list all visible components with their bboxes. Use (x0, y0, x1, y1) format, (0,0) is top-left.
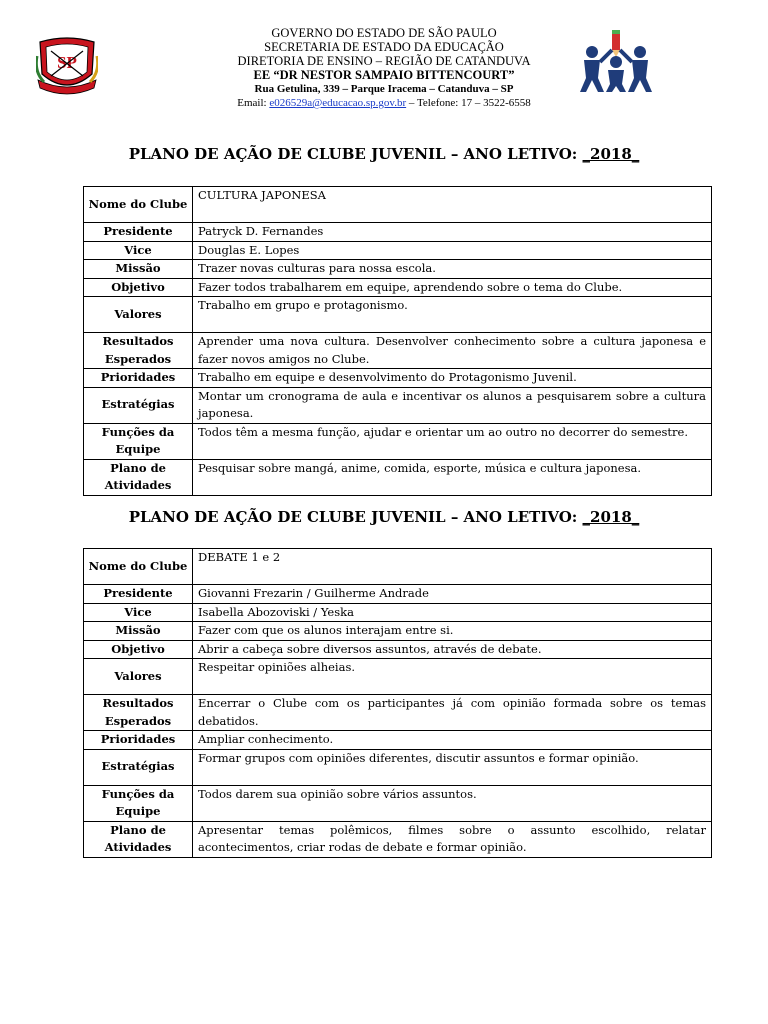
school-name: EE “DR NESTOR SAMPAIO BITTENCOURT” (253, 68, 515, 82)
row-label: Estratégias (84, 387, 193, 423)
table-row (84, 387, 712, 423)
row-value: Pesquisar sobre mangá, anime, comida, esporte, música e cultura japonesa. (193, 459, 712, 495)
row-label: Presidente (84, 223, 193, 242)
table-row (84, 278, 712, 297)
table-row (84, 241, 712, 260)
table-row (84, 731, 712, 750)
row-value: Patryck D. Fernandes (193, 223, 712, 242)
row-value: Trazer novas culturas para nossa escola. (193, 260, 712, 279)
school-address: Rua Getulina, 339 – Parque Iracema – Catanduva – SP (254, 83, 514, 95)
row-value: DEBATE 1 e 2 (193, 549, 712, 585)
government-line: GOVERNO DO ESTADO DE SÃO PAULO (271, 26, 497, 40)
table-row (84, 821, 712, 857)
contact-line (200, 96, 568, 110)
table-row (84, 223, 712, 242)
row-value: Giovanni Frezarin / Guilherme Andrade (193, 585, 712, 604)
table-row (84, 423, 712, 459)
row-value: Formar grupos com opiniões diferentes, discutir assuntos e formar opinião. (193, 749, 712, 785)
email-link[interactable]: e026529a@educacao.sp.gov.br (269, 97, 407, 109)
row-label: Resultados Esperados (84, 333, 193, 369)
plan-table-1 (83, 186, 712, 496)
row-value: Respeitar opiniões alheias. (193, 659, 712, 695)
row-label: Nome do Clube (84, 187, 193, 223)
youth-club-logo-icon (574, 28, 658, 92)
table-row (84, 749, 712, 785)
table-row (84, 369, 712, 388)
row-value: Encerrar o Clube com os participantes já com opinião formada sobre os temas debatidos. (193, 695, 712, 731)
row-label: Funções da Equipe (84, 785, 193, 821)
row-label: Nome do Clube (84, 549, 193, 585)
row-label: Resultados Esperados (84, 695, 193, 731)
plan-year: _2018_ (582, 145, 640, 163)
row-value: Douglas E. Lopes (193, 241, 712, 260)
table-row (84, 659, 712, 695)
row-label: Vice (84, 603, 193, 622)
table-row (84, 603, 712, 622)
row-value: Trabalho em grupo e protagonismo. (193, 297, 712, 333)
row-label: Presidente (84, 585, 193, 604)
row-value: Abrir a cabeça sobre diversos assuntos, através de debate. (193, 640, 712, 659)
row-value: Aprender uma nova cultura. Desenvolver conhecimento sobre a cultura japonesa e fazer novos amigos no Clube. (193, 333, 712, 369)
row-value: Trabalho em equipe e desenvolvimento do Protagonismo Juvenil. (193, 369, 712, 388)
table-row (84, 549, 712, 585)
table-row (84, 585, 712, 604)
row-label: Plano de Atividades (84, 821, 193, 857)
table-row (84, 297, 712, 333)
row-label: Objetivo (84, 278, 193, 297)
letterhead (0, 0, 768, 120)
svg-text:SP: SP (57, 53, 77, 72)
sao-paulo-state-seal-icon (36, 36, 98, 98)
plan-title-1 (0, 145, 768, 163)
row-value: Todos darem sua opinião sobre vários assuntos. (193, 785, 712, 821)
table-row (84, 622, 712, 641)
row-value: Fazer com que os alunos interajam entre si. (193, 622, 712, 641)
row-label: Valores (84, 297, 193, 333)
row-label: Plano de Atividades (84, 459, 193, 495)
row-label: Missão (84, 622, 193, 641)
row-label: Objetivo (84, 640, 193, 659)
row-label: Valores (84, 659, 193, 695)
email-label: Email: (237, 97, 270, 109)
plan-table-2 (83, 548, 712, 858)
row-label: Prioridades (84, 731, 193, 750)
header-text (200, 26, 568, 110)
row-value: Ampliar conhecimento. (193, 731, 712, 750)
table-row (84, 785, 712, 821)
secretariat-line: SECRETARIA DE ESTADO DA EDUCAÇÃO (264, 40, 504, 54)
row-value: Fazer todos trabalharem em equipe, aprendendo sobre o tema do Clube. (193, 278, 712, 297)
directorate-line: DIRETORIA DE ENSINO – REGIÃO DE CATANDUVA (237, 54, 531, 68)
row-value: Todos têm a mesma função, ajudar e orientar um ao outro no decorrer do semestre. (193, 423, 712, 459)
plan-title-2 (0, 508, 768, 526)
table-row (84, 459, 712, 495)
row-value: CULTURA JAPONESA (193, 187, 712, 223)
plan-year: _2018_ (582, 508, 640, 526)
row-label: Missão (84, 260, 193, 279)
row-label: Prioridades (84, 369, 193, 388)
phone-text: – Telefone: 17 – 3522-6558 (406, 97, 531, 109)
plan-title-text: PLANO DE AÇÃO DE CLUBE JUVENIL – ANO LETIVO: (128, 145, 583, 163)
row-label: Vice (84, 241, 193, 260)
table-row (84, 333, 712, 369)
plan-title-text: PLANO DE AÇÃO DE CLUBE JUVENIL – ANO LETIVO: (128, 508, 583, 526)
table-row (84, 260, 712, 279)
row-value: Montar um cronograma de aula e incentivar os alunos a pesquisarem sobre a cultura japonesa. (193, 387, 712, 423)
table-row (84, 640, 712, 659)
row-value: Apresentar temas polêmicos, filmes sobre o assunto escolhido, relatar acontecimentos, criar rodas de debate e formar opinião. (193, 821, 712, 857)
row-value: Isabella Abozoviski / Yeska (193, 603, 712, 622)
row-label: Funções da Equipe (84, 423, 193, 459)
row-label: Estratégias (84, 749, 193, 785)
table-row (84, 187, 712, 223)
table-row (84, 695, 712, 731)
